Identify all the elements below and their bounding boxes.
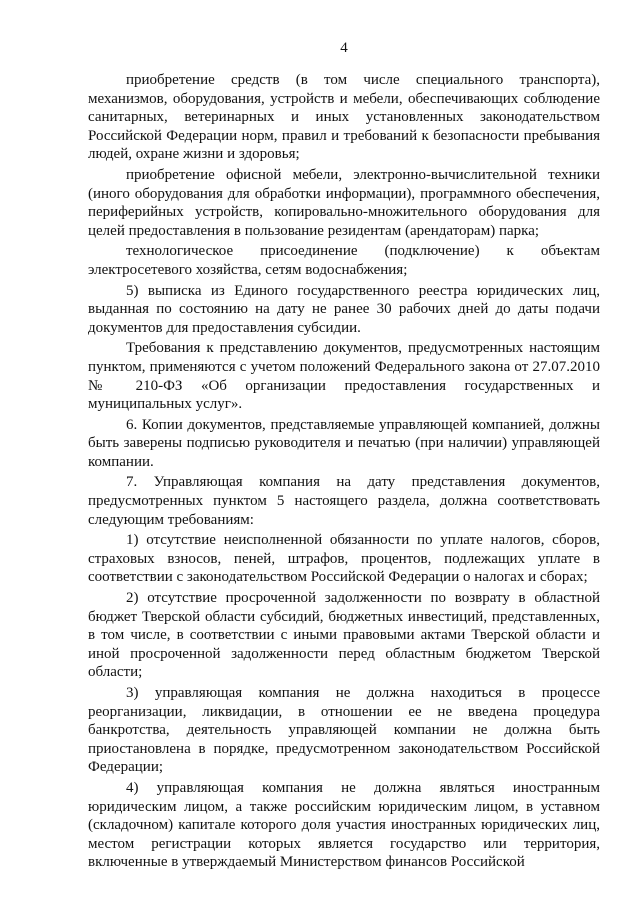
paragraph-grid-connection: технологическое присоединение (подключение) к объектам электросетевого хозяйства, сетям водоснабжения; xyxy=(88,243,600,278)
paragraph-item-6: 6. Копии документов, представляемые управляющей компанией, должны быть заверены подписью руководителя и печатью (при наличии) управляющей компании. xyxy=(88,416,600,470)
paragraph-equipment-purchase: приобретение средств (в том числе специального транспорта), механизмов, оборудования, устройств и мебели, обеспечивающих соблюдение санитарных, ветеринарных и иных установленных законодательством Российской Федерации норм, правил и требований к безопасности пребывания людей, охране жизни и здоровья; xyxy=(88,72,600,163)
paragraph-office-furniture: приобретение офисной мебели, электронно-вычислительной техники (иного оборудования для обработки информации), программного обеспечения, периферийных устройств, копировально-множительного оборудования для целей предоставления в пользование резидентам (арендаторам) парка; xyxy=(88,166,600,239)
paragraph-requirement-4: 4) управляющая компания не должна являться иностранным юридическим лицом, а также российским юридическим лицом, в уставном (складочном) капитале которого доля участия иностранных юридических лиц, местом регистрации которых является государство или территория, включенные в утверждаемый Министерством финансов Российской xyxy=(88,779,600,871)
document-body xyxy=(88,71,600,872)
paragraph-requirement-3: 3) управляющая компания не должна находиться в процессе реорганизации, ликвидации, в отношении ее не введена процедура банкротства, деятельность управляющей компании не должна быть приостановлена в порядке, предусмотренном законодательством Российской Федерации; xyxy=(88,685,600,776)
paragraph-item-7: 7. Управляющая компания на дату представления документов, предусмотренных пунктом 5 настоящего раздела, должна соответствовать следующим требованиям: xyxy=(88,474,600,528)
page-number: 4 xyxy=(340,40,348,56)
paragraph-document-requirements: Требования к представлению документов, предусмотренных настоящим пунктом, применяются с учетом положений Федерального закона от 27.07.2010 № 210-ФЗ «Об организации предоставления государственных и муниципальных услуг». xyxy=(88,340,600,413)
paragraph-requirement-1: 1) отсутствие неисполненной обязанности по уплате налогов, сборов, страховых взносов, пеней, штрафов, процентов, подлежащих уплате в соответствии с законодательством Российской Федерации о налогах и сборах; xyxy=(88,532,600,586)
paragraph-registry-extract: 5) выписка из Единого государственного реестра юридических лиц, выданная по состоянию на дату не ранее 30 рабочих дней до даты подачи документов для предоставления субсидии. xyxy=(88,282,600,336)
paragraph-requirement-2: 2) отсутствие просроченной задолженности по возврату в областной бюджет Тверской области субсидий, бюджетных инвестиций, представленных, в том числе, в соответствии с иными правовыми актами Тверской области и иной просроченной задолженности перед областным бюджетом Тверской области; xyxy=(88,590,600,681)
